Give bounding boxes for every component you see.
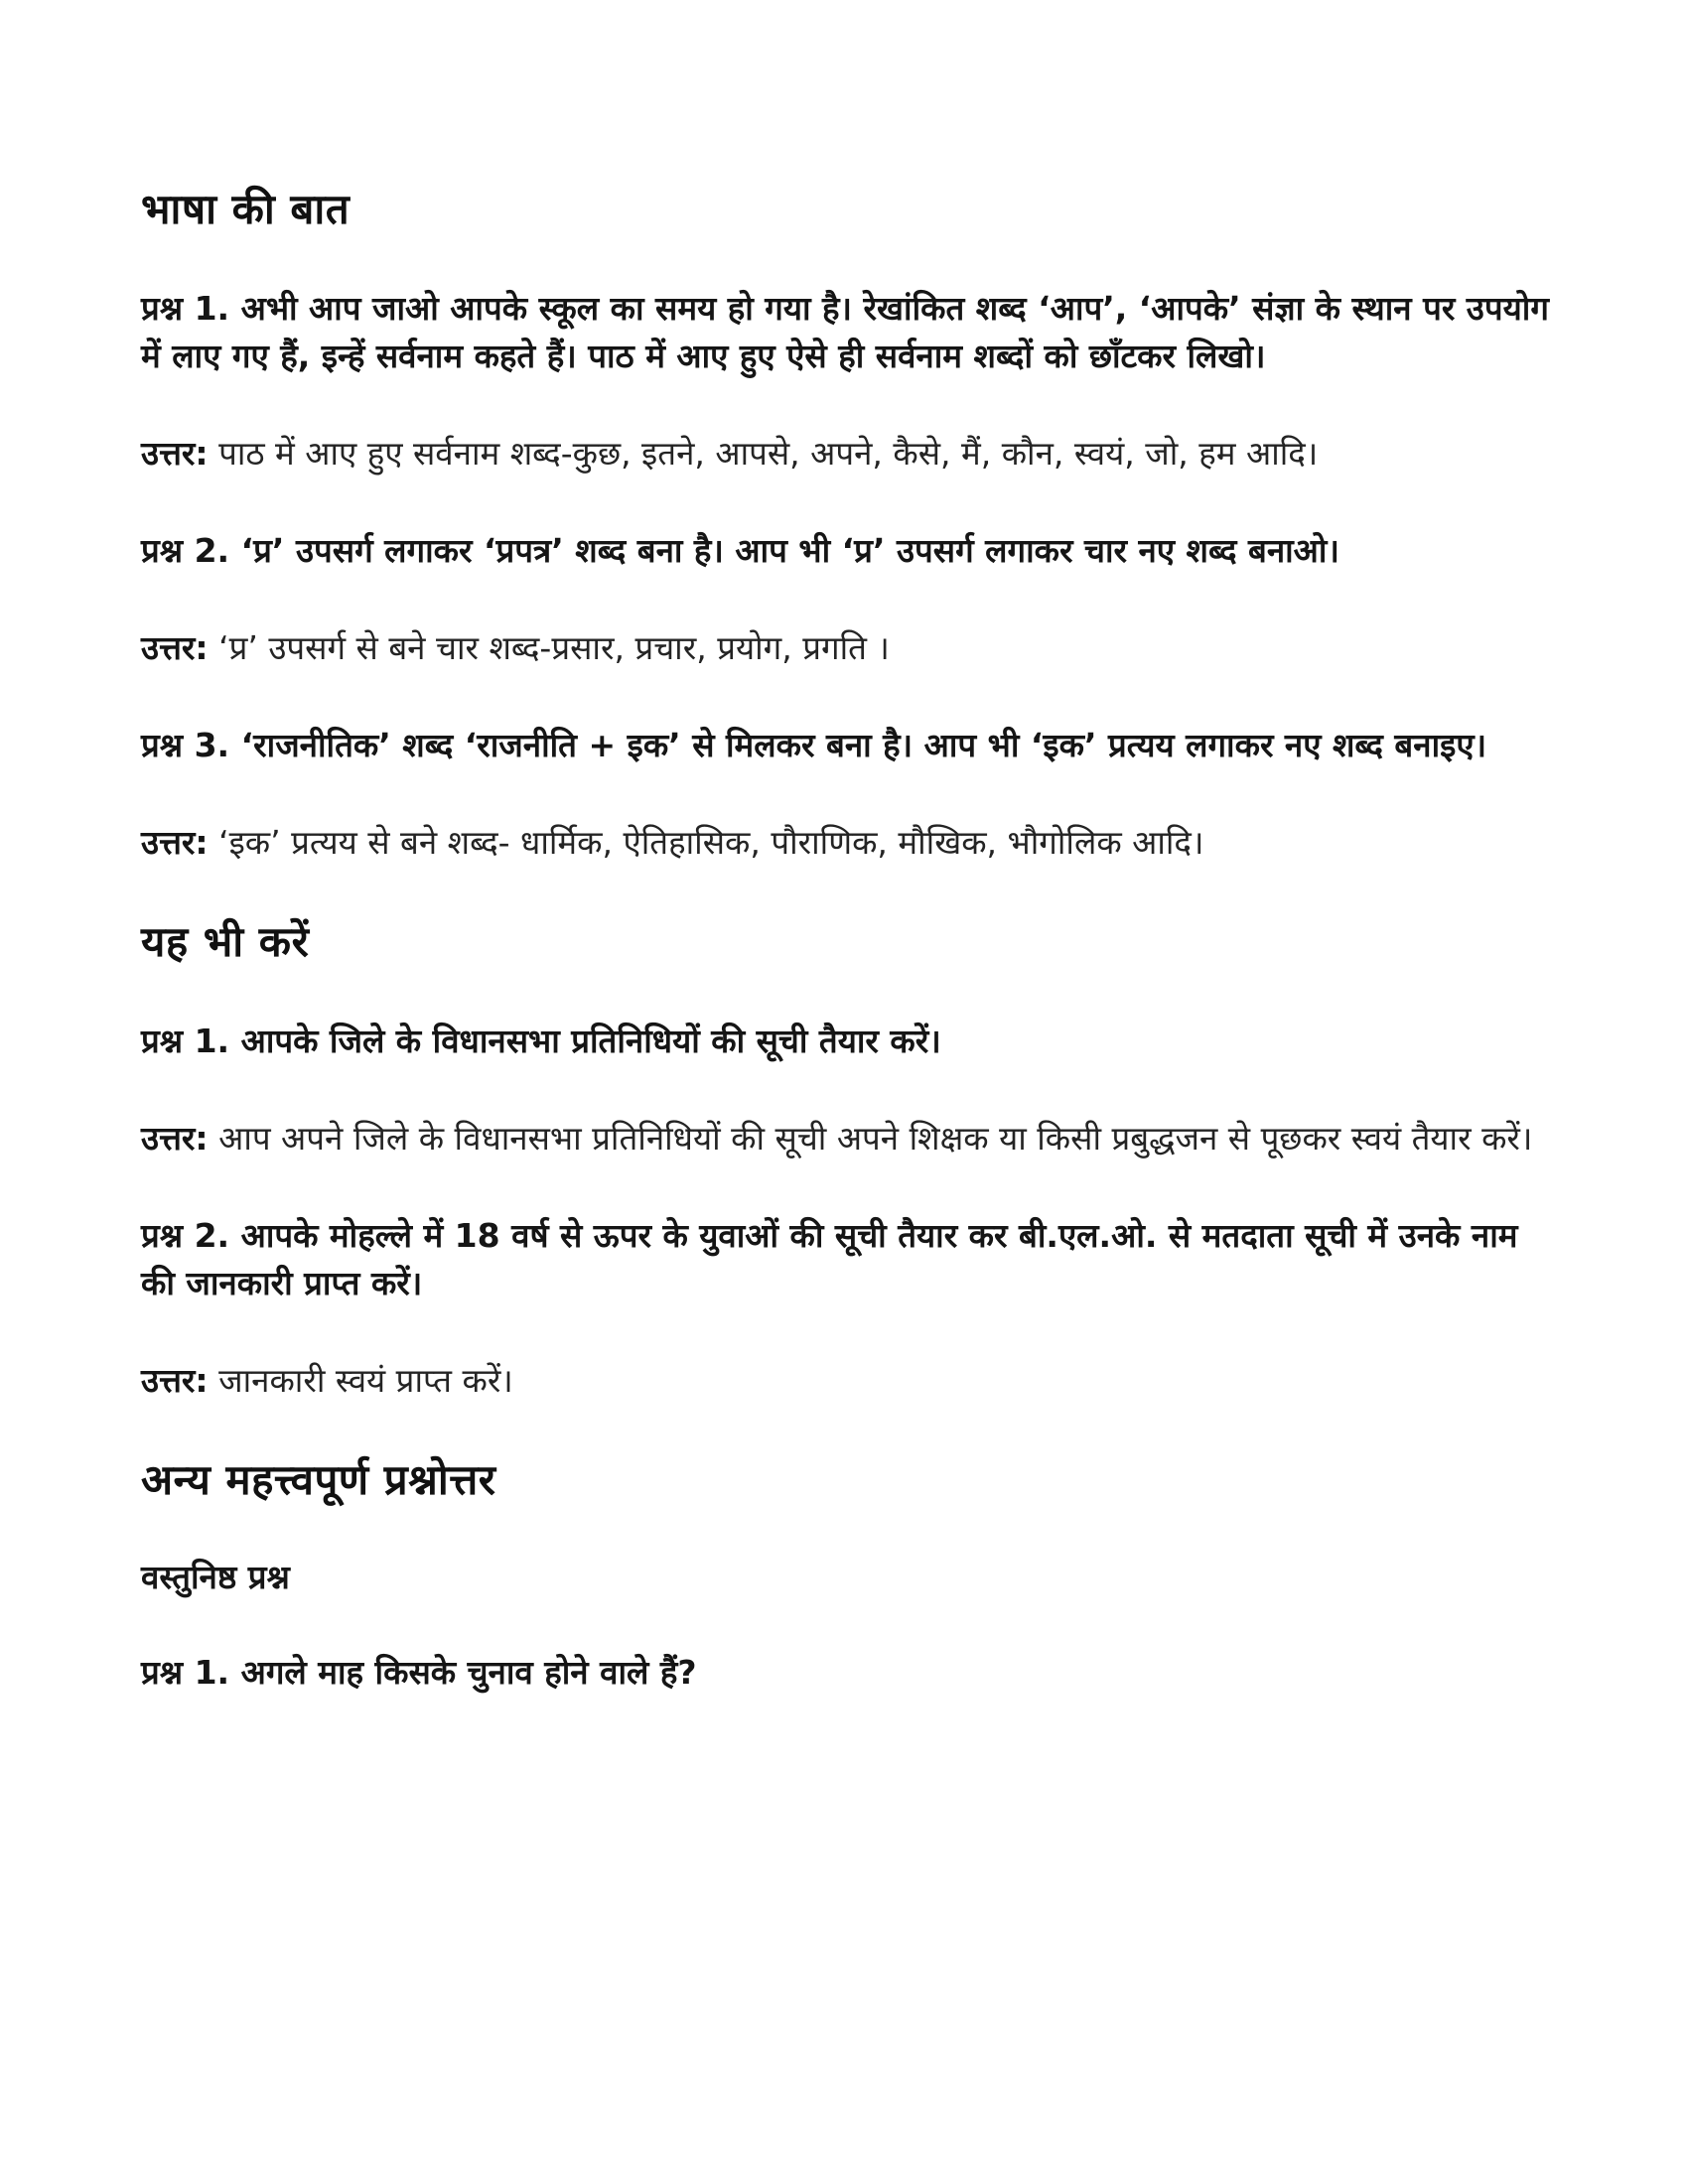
question-paragraph — [141, 527, 1551, 575]
answer-label: उत्तर: — [141, 434, 209, 473]
question-paragraph — [141, 1212, 1551, 1307]
answer-paragraph — [141, 1115, 1551, 1162]
question-text: अगले माह किसके चुनाव होने वाले हैं? — [240, 1653, 697, 1692]
answer-paragraph — [141, 819, 1551, 867]
section-heading: अन्य महत्त्वपूर्ण प्रश्नोत्तर — [141, 1455, 496, 1504]
answer-text: ‘इक’ प्रत्यय से बने शब्द- धार्मिक, ऐतिहासिक, पौराणिक, मौखिक, भौगोलिक आदि। — [218, 823, 1204, 862]
document-content — [141, 184, 1551, 1697]
sub-heading: वस्तुनिष्ठ प्रश्न — [141, 1558, 290, 1596]
answer-text: पाठ में आए हुए सर्वनाम शब्द-कुछ, इतने, आपसे, अपने, कैसे, मैं, कौन, स्वयं, जो, हम आदि। — [218, 434, 1319, 473]
question-text: आपके मोहल्ले में 18 वर्ष से ऊपर के युवाओं की सूची तैयार कर बी.एल.ओ. से मतदाता सूची में उनके नाम की जानकारी प्राप्त करें। — [141, 1216, 1518, 1302]
question-text: अभी आप जाओ आपके स्कूल का समय हो गया है। रेखांकित शब्द ‘आप’, ‘आपके’ संज्ञा के स्थान पर उपयोग में लाए गए हैं, इन्हें सर्वनाम कहते हैं। पाठ में आए हुए ऐसे ही सर्वनाम शब्दों को छाँटकर लिखो। — [141, 289, 1549, 375]
question-text: ‘राजनीतिक’ शब्द ‘राजनीति + इक’ से मिलकर बना है। आप भी ‘इक’ प्रत्यय लगाकर नए शब्द बनाइए। — [240, 726, 1487, 764]
question-label: प्रश्न 1. — [141, 1022, 230, 1060]
answer-paragraph — [141, 1357, 1551, 1405]
question-paragraph — [141, 1018, 1551, 1065]
question-label: प्रश्न 2. — [141, 531, 230, 570]
question-label: प्रश्न 1. — [141, 289, 230, 328]
answer-paragraph — [141, 624, 1551, 672]
question-label: प्रश्न 2. — [141, 1216, 230, 1255]
section-heading: भाषा की बात — [141, 185, 351, 233]
answer-text: ‘प्र’ उपसर्ग से बने चार शब्द-प्रसार, प्रचार, प्रयोग, प्रगति । — [218, 628, 890, 667]
question-label: प्रश्न 1. — [141, 1653, 230, 1692]
question-text: आपके जिले के विधानसभा प्रतिनिधियों की सूची तैयार करें। — [240, 1022, 941, 1060]
question-paragraph — [141, 285, 1551, 380]
answer-label: उत्तर: — [141, 823, 209, 862]
section-heading: यह भी करें — [141, 917, 310, 966]
answer-label: उत्तर: — [141, 1361, 209, 1400]
answer-paragraph — [141, 430, 1551, 478]
question-paragraph — [141, 1649, 1551, 1697]
question-text: ‘प्र’ उपसर्ग लगाकर ‘प्रपत्र’ शब्द बना है। आप भी ‘प्र’ उपसर्ग लगाकर चार नए शब्द बनाओ। — [240, 531, 1339, 570]
answer-text: जानकारी स्वयं प्राप्त करें। — [218, 1361, 513, 1400]
answer-text: आप अपने जिले के विधानसभा प्रतिनिधियों की सूची अपने शिक्षक या किसी प्रबुद्धजन से पूछकर स्वयं तैयार करें। — [218, 1119, 1533, 1158]
question-label: प्रश्न 3. — [141, 726, 230, 764]
question-paragraph — [141, 722, 1551, 769]
answer-label: उत्तर: — [141, 628, 209, 667]
answer-label: उत्तर: — [141, 1119, 209, 1158]
